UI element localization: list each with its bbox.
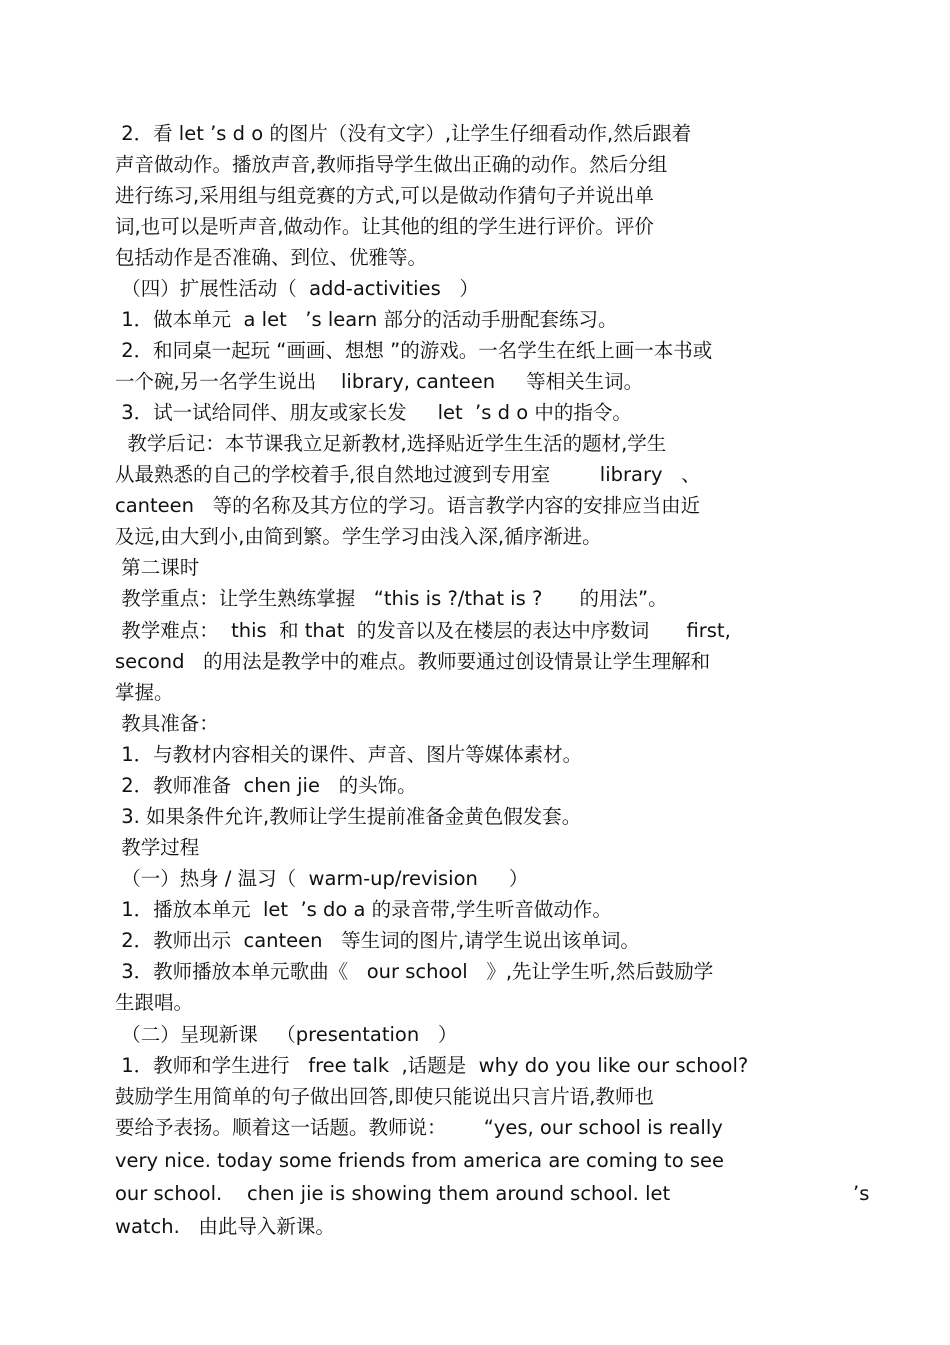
text-line: 2．和同桌一起玩 “画画、想想 ”的游戏。一名学生在纸上画一本书或 (115, 339, 713, 362)
text-line: 2．教师准备 chen jie 的头饰。 (115, 774, 417, 797)
text-line: our school. chen jie is showing them around school. let (115, 1182, 671, 1205)
text-line: （一）热身 / 温习（ warm-up/revision ） (115, 867, 529, 890)
text-line: watch. 由此导入新课。 (115, 1215, 335, 1238)
text-line: 包括动作是否准确、到位、优雅等。 (115, 246, 428, 269)
text-line: 1．与教材内容相关的课件、声音、图片等媒体素材。 (115, 743, 583, 766)
text-line: 1．做本单元 a let ’s learn 部分的活动手册配套练习。 (115, 308, 618, 331)
section-heading: 第二课时 (115, 556, 200, 579)
text-line: very nice. today some friends from america are coming to see (115, 1149, 724, 1172)
text-line: second 的用法是教学中的难点。教师要通过创设情景让学生理解和 (115, 650, 711, 673)
text-line: 3．教师播放本单元歌曲《 our school 》,先让学生听,然后鼓励学 (115, 960, 714, 983)
text-fragment: ’s (853, 1182, 870, 1205)
text-line: 教学重点：让学生熟练掌握 “this is ?/that is ? 的用法”。 (115, 587, 668, 610)
text-line: canteen 等的名称及其方位的学习。语言教学内容的安排应当由近 (115, 494, 701, 517)
text-line: 要给予表扬。顺着这一话题。教师说： “yes, our school is really (115, 1116, 723, 1139)
text-line: 2．看 let ’s d o 的图片（没有文字）,让学生仔细看动作,然后跟着 (115, 122, 692, 145)
text-line: 1．教师和学生进行 free talk ,话题是 why do you like our school? (115, 1054, 749, 1077)
text-line: 教学难点： this 和 that 的发音以及在楼层的表达中序数词 first, (115, 619, 731, 642)
text-line: 一个碗,另一名学生说出 library, canteen 等相关生词。 (115, 370, 644, 393)
text-line: 3. 如果条件允许,教师让学生提前准备金黄色假发套。 (115, 805, 582, 828)
text-line: 进行练习,采用组与组竞赛的方式,可以是做动作猜句子并说出单 (115, 184, 654, 207)
text-line: 2．教师出示 canteen 等生词的图片,请学生说出该单词。 (115, 929, 640, 952)
text-line: 1．播放本单元 let ’s do a 的录音带,学生听音做动作。 (115, 898, 612, 921)
text-line: 3．试一试给同伴、朋友或家长发 let ’s d o 中的指令。 (115, 401, 632, 424)
text-line: 教学后记：本节课我立足新教材,选择贴近学生生活的题材,学生 (115, 432, 667, 455)
text-line: 从最熟悉的自己的学校着手,很自然地过渡到专用室 library 、 (115, 463, 701, 486)
section-heading: 教具准备： (115, 712, 219, 735)
text-line: 及远,由大到小,由简到繁。学生学习由浅入深,循序渐进。 (115, 525, 602, 548)
text-line: （四）扩展性活动（ add-activities ） (115, 277, 479, 300)
section-heading: 教学过程 (115, 836, 200, 859)
text-line: 声音做动作。播放声音,教师指导学生做出正确的动作。然后分组 (115, 153, 668, 176)
text-line: 词,也可以是听声音,做动作。让其他的组的学生进行评价。评价 (115, 215, 654, 238)
text-line: 鼓励学生用简单的句子做出回答,即使只能说出只言片语,教师也 (115, 1085, 654, 1108)
text-line: 生跟唱。 (115, 991, 194, 1014)
text-line: （二）呈现新课 （presentation ） (115, 1023, 458, 1046)
text-line: 掌握。 (115, 681, 174, 704)
